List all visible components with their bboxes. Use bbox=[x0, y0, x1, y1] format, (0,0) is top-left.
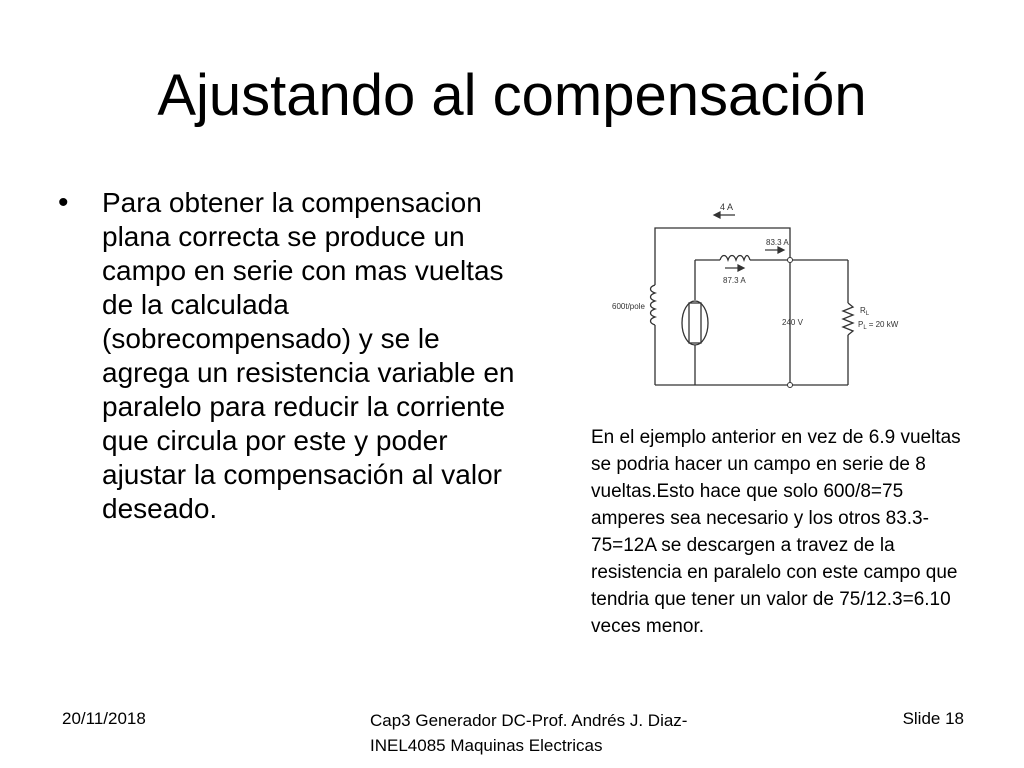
footer-slide-number: Slide 18 bbox=[902, 709, 964, 728]
label-voltage: 240 V bbox=[782, 318, 803, 327]
circuit-schematic bbox=[600, 195, 910, 395]
footer-date: 20/11/2018 bbox=[62, 709, 146, 728]
label-series-current: 87.3 A bbox=[723, 276, 746, 285]
slide-title: Ajustando al compensación bbox=[157, 63, 867, 128]
series-field-coil bbox=[720, 256, 750, 261]
shunt-field-coil bbox=[651, 285, 656, 325]
label-load-r: $R_L$ bbox=[860, 306, 870, 317]
bullet-text: Para obtener la compensacion plana correcta se produce un campo en serie con mas vueltas de la calculada (sobrecompensado) y se le agrega un resistencia variable en paralelo para reducir la corriente que circula por este y poder ajustar la compensación al valor deseado. bbox=[102, 187, 515, 524]
label-load-p: $P_L = 20$ kW bbox=[858, 320, 899, 331]
label-line-current: 83.3 A bbox=[766, 238, 789, 247]
bullet-marker: • bbox=[58, 186, 69, 219]
load-resistor bbox=[843, 303, 853, 335]
generator-armature bbox=[682, 301, 708, 345]
example-caption: En el ejemplo anterior en vez de 6.9 vueltas se podria hacer un campo en serie de 8 vueltas.Esto hace que solo 600/8=75 amperes sea necesario y los otros 83.3-75=12A se descargen a travez de la resistencia en paralelo con este campo que tendria que tener un valor de 75/12.3=6.10 veces menor. bbox=[591, 427, 961, 637]
label-top-current: 4 A bbox=[720, 202, 734, 212]
label-shunt-turns: 600t/pole bbox=[612, 302, 645, 311]
circuit-diagram bbox=[600, 195, 910, 395]
footer-course: Cap3 Generador DC-Prof. Andrés J. Diaz-INEL4085 Maquinas Electricas bbox=[370, 711, 688, 755]
